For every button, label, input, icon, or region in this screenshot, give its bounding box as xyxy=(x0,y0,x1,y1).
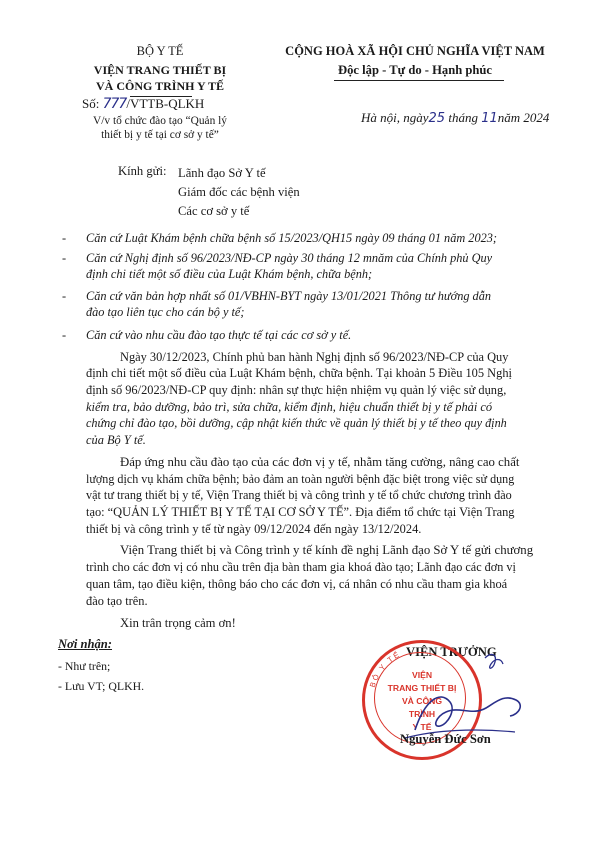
recipients-footer-label: Nơi nhận: xyxy=(58,637,113,651)
subject-line1: V/v tổ chức đào tạo “Quản lý xyxy=(93,115,227,127)
recipient-item: Lãnh đạo Sở Y tế xyxy=(178,166,266,180)
stamp-line: TRÌNH xyxy=(408,709,436,719)
recipient-item: Các cơ sở y tế xyxy=(178,204,250,218)
date-prefix: Hà nội, ngày xyxy=(361,110,429,125)
stamp-line: VIỆN xyxy=(411,670,433,680)
recipients-footer-list xyxy=(58,656,144,696)
header-left xyxy=(60,44,260,94)
motto: Độc lập - Tự do - Hạnh phúc xyxy=(338,63,492,77)
footer-recipient: - Như trên; xyxy=(58,659,111,673)
header-right xyxy=(270,44,560,78)
country-name: CỘNG HOÀ XÃ HỘI CHỦ NGHĨA VIỆT NAM xyxy=(285,44,545,58)
document-number xyxy=(82,96,204,112)
closing-thanks: Xin trân trọng cảm ơn! xyxy=(120,616,236,630)
number-prefix: Số: xyxy=(82,96,100,111)
ministry-name: BỘ Y TẾ xyxy=(136,44,184,58)
stamp-line: TRANG THIẾT BỊ xyxy=(387,683,457,693)
signer-title: VIỆN TRƯỞNG xyxy=(406,645,497,659)
date-month: 11 xyxy=(481,111,498,126)
stamp-line: Y TẾ xyxy=(412,722,432,732)
number-handwritten: 777 xyxy=(102,96,127,112)
date-mid: tháng xyxy=(448,110,478,125)
recipient-item: Giám đốc các bệnh viện xyxy=(178,185,300,199)
date-day: 25 xyxy=(428,111,446,126)
motto-underline xyxy=(334,80,504,81)
recipients-list xyxy=(178,164,300,221)
org-name-line1: VIỆN TRANG THIẾT BỊ xyxy=(93,63,227,77)
signer-name: Nguyễn Đức Sơn xyxy=(400,732,491,746)
subject xyxy=(60,114,260,142)
svg-text:BỘ Y TẾ: BỘ Y TẾ xyxy=(367,649,403,689)
footer-recipient: - Lưu VT; QLKH. xyxy=(58,679,145,693)
number-suffix: /VTTB-QLKH xyxy=(126,96,205,111)
org-name-line2: VÀ CÔNG TRÌNH Y TẾ xyxy=(95,79,225,93)
stamp-line: VÀ CÔNG xyxy=(401,696,443,706)
date-suffix: năm 2024 xyxy=(497,110,550,125)
recipients-label: Kính gửi: xyxy=(118,164,167,178)
date-line xyxy=(361,110,549,127)
subject-line2: thiết bị y tế tại cơ sở y tế” xyxy=(101,129,219,141)
